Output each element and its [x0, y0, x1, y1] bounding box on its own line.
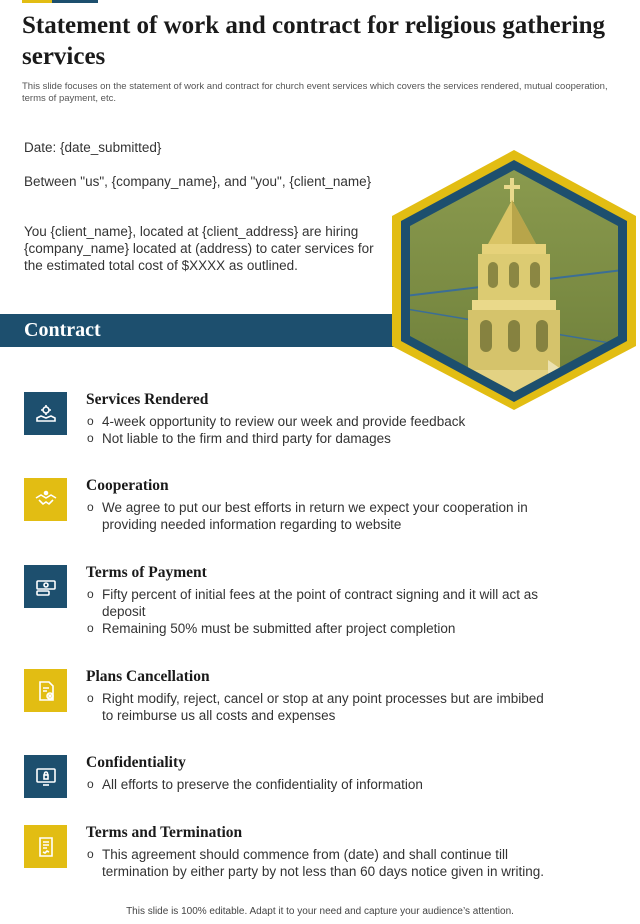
footer-note: This slide is 100% editable. Adapt it to your need and capture your audience’s attention.: [126, 906, 514, 917]
bullet-list: [86, 586, 546, 637]
handshake-icon: [24, 478, 67, 521]
section-heading: Services Rendered: [86, 391, 209, 408]
lock-screen-icon: [24, 755, 67, 798]
page-title: Statement of work and contract for religious gathering services: [22, 12, 606, 70]
bullet-list: [86, 846, 546, 880]
bullet-list: [86, 413, 546, 447]
list-item: o This agreement should commence from (date) and shall continue till termination by either party by not less than 60 days notice given in writing.: [86, 846, 546, 880]
intro-you: You {client_name}, located at {client_address} are hiring {company_name} located at (address) to cater services for the estimated total cost of $XXXX as outlined.: [24, 224, 374, 273]
list-item: o All efforts to preserve the confidentiality of information: [86, 776, 546, 793]
church-tower-image: [388, 148, 640, 412]
list-item: o Not liable to the firm and third party for damages: [86, 430, 546, 447]
bullet-list: [86, 499, 546, 533]
contract-label: Contract: [24, 319, 101, 341]
handshake-gear-icon: [24, 392, 67, 435]
contract-banner: [0, 314, 430, 347]
page-subtitle: This slide focuses on the statement of work and contract for church event services which covers the services rendered, mutual cooperation, terms of payment, etc.: [22, 81, 608, 104]
list-item: o Fifty percent of initial fees at the point of contract signing and it will act as deposit: [86, 586, 546, 620]
section-heading: Terms of Payment: [86, 564, 207, 581]
top-accent-bar: [22, 0, 102, 4]
intro-date: Date: {date_submitted}: [24, 140, 162, 155]
contract-document-icon: [24, 825, 67, 868]
list-item: o Remaining 50% must be submitted after project completion: [86, 620, 546, 637]
bullet-list: [86, 690, 546, 724]
section-heading: Cooperation: [86, 477, 169, 494]
money-icon: [24, 565, 67, 608]
church-hexagon-graphic: [388, 148, 640, 412]
section-heading: Confidentiality: [86, 754, 186, 771]
list-item: o Right modify, reject, cancel or stop at any point processes but are imbibed to reimburse us all costs and expenses: [86, 690, 546, 724]
cancel-document-icon: [24, 669, 67, 712]
section-heading: Terms and Termination: [86, 824, 243, 841]
list-item: o We agree to put our best efforts in return we expect your cooperation in providing needed information regarding to website: [86, 499, 546, 533]
intro-between: Between "us", {company_name}, and "you", {client_name}: [24, 174, 372, 189]
accent-blue: [52, 0, 98, 3]
section-heading: Plans Cancellation: [86, 668, 210, 685]
accent-yellow: [22, 0, 52, 3]
bullet-list: [86, 776, 546, 793]
list-item: o 4-week opportunity to review our week and provide feedback: [86, 413, 546, 430]
